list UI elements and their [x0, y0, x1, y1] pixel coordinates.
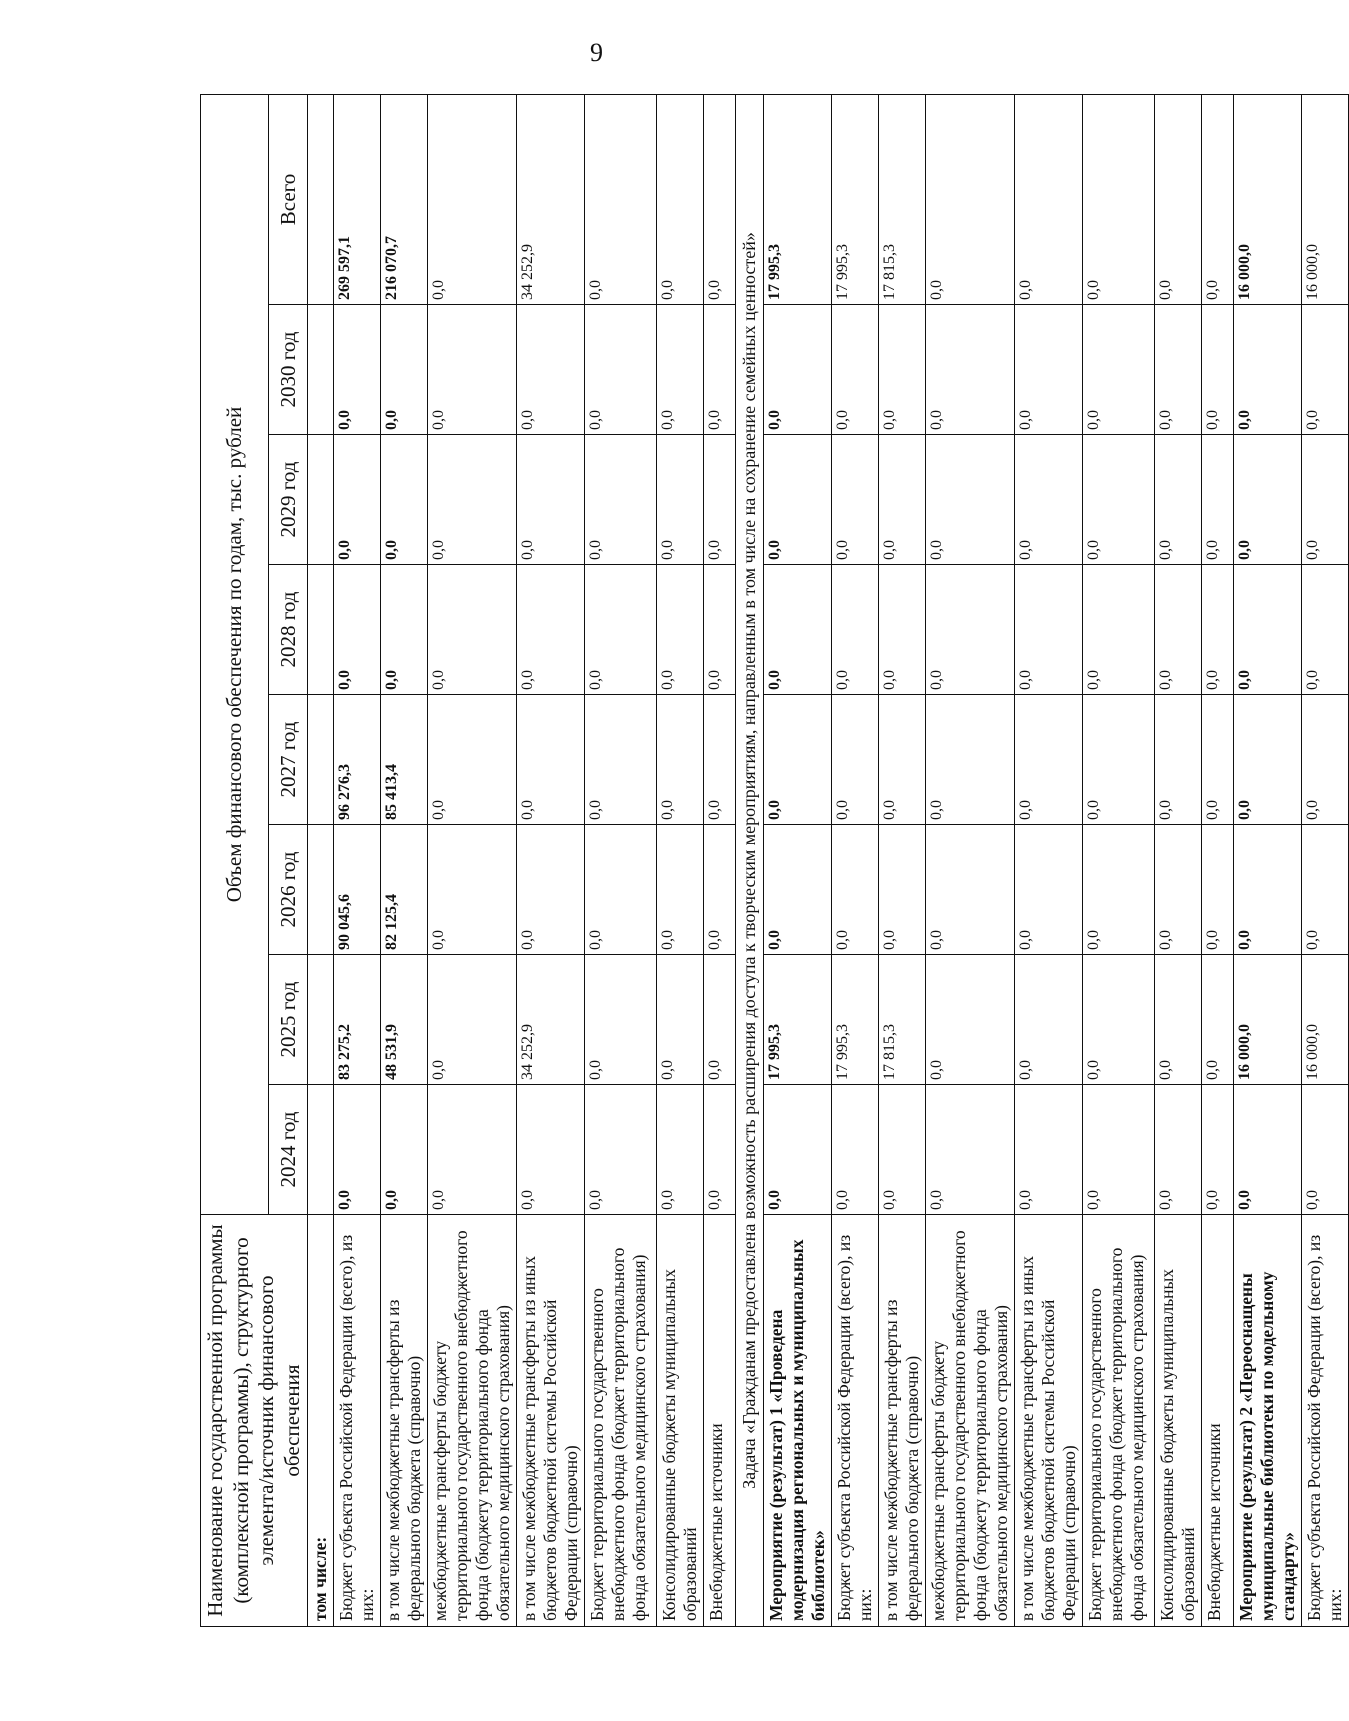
cell-value: 90 045,6 [334, 825, 381, 955]
cell-value: 0,0 [926, 565, 1015, 695]
cell-value: 0,0 [1015, 1085, 1083, 1215]
cell-value: 0,0 [832, 1085, 879, 1215]
header-name-column: Наименование государственной программы (комплексной программы), структурного элемента/источник финансового обеспечения [201, 1215, 308, 1627]
cell-value: 0,0 [879, 825, 926, 955]
table-row [926, 94, 1015, 1626]
cell-value: 0,0 [926, 825, 1015, 955]
cell-value: 0,0 [1202, 94, 1234, 304]
cell-value: 216 070,7 [381, 94, 428, 304]
cell-value [308, 825, 334, 955]
table-row [1015, 94, 1083, 1626]
cell-value: 0,0 [1234, 565, 1302, 695]
cell-value: 0,0 [428, 695, 517, 825]
cell-value: 0,0 [832, 825, 879, 955]
cell-value: 0,0 [585, 565, 657, 695]
cell-value: 0,0 [657, 305, 704, 435]
row-name: межбюджетные трансферты бюджету территориального государственного внебюджетного фонда (бюджету территориального фонда обязательного медицинского страхования) [926, 1215, 1015, 1627]
cell-value: 16 000,0 [1302, 94, 1349, 304]
cell-value: 0,0 [428, 565, 517, 695]
cell-value: 0,0 [334, 565, 381, 695]
cell-value: 17 995,3 [764, 94, 832, 304]
table-row [657, 94, 704, 1626]
task-row [736, 94, 764, 1626]
cell-value: 0,0 [704, 305, 736, 435]
cell-value: 0,0 [585, 435, 657, 565]
cell-value: 0,0 [381, 435, 428, 565]
table-row [832, 94, 879, 1626]
cell-value: 0,0 [428, 94, 517, 304]
row-name: в том числе межбюджетные трансферты из федерального бюджета (справочно) [381, 1215, 428, 1627]
cell-value: 0,0 [1302, 825, 1349, 955]
table-row [334, 94, 381, 1626]
cell-value: 0,0 [517, 1085, 585, 1215]
header-year: 2028 год [268, 565, 308, 695]
cell-value: 0,0 [517, 435, 585, 565]
cell-value: 0,0 [1015, 955, 1083, 1085]
row-name: в том числе межбюджетные трансферты из федерального бюджета (справочно) [879, 1215, 926, 1627]
cell-value: 0,0 [1202, 305, 1234, 435]
cell-value: 34 252,9 [517, 955, 585, 1085]
cell-value: 0,0 [517, 565, 585, 695]
cell-value: 17 815,3 [879, 955, 926, 1085]
cell-value: 0,0 [1155, 1085, 1202, 1215]
cell-value: 0,0 [1202, 435, 1234, 565]
table-row [517, 94, 585, 1626]
header-year: 2029 год [268, 435, 308, 565]
cell-value: 0,0 [1015, 305, 1083, 435]
table-row [308, 94, 334, 1626]
cell-value: 0,0 [1234, 825, 1302, 955]
cell-value: 0,0 [1202, 565, 1234, 695]
cell-value [308, 695, 334, 825]
cell-value: 0,0 [704, 1085, 736, 1215]
row-name: Консолидированные бюджеты муниципальных образований [1155, 1215, 1202, 1627]
cell-value: 0,0 [585, 1085, 657, 1215]
cell-value [308, 305, 334, 435]
cell-value: 0,0 [1202, 955, 1234, 1085]
cell-value: 0,0 [1155, 94, 1202, 304]
cell-value: 269 597,1 [334, 94, 381, 304]
cell-value [308, 955, 334, 1085]
cell-value: 0,0 [1015, 94, 1083, 304]
financing-table [200, 94, 1349, 1627]
cell-value: 0,0 [1155, 435, 1202, 565]
cell-value: 0,0 [1234, 1085, 1302, 1215]
cell-value: 34 252,9 [517, 94, 585, 304]
cell-value: 0,0 [428, 1085, 517, 1215]
cell-value: 0,0 [1083, 695, 1155, 825]
cell-value: 0,0 [1083, 825, 1155, 955]
cell-value: 0,0 [879, 435, 926, 565]
cell-value: 0,0 [704, 955, 736, 1085]
cell-value [308, 565, 334, 695]
cell-value: 0,0 [926, 1085, 1015, 1215]
cell-value: 17 995,3 [764, 955, 832, 1085]
cell-value: 0,0 [1015, 825, 1083, 955]
cell-value: 0,0 [926, 305, 1015, 435]
row-name: Мероприятие (результат) 2 «Переоснащены муниципальные библиотеки по модельному стандарту» [1234, 1215, 1302, 1627]
cell-value: 0,0 [1302, 1085, 1349, 1215]
cell-value: 0,0 [381, 305, 428, 435]
cell-value: 16 000,0 [1302, 955, 1349, 1085]
cell-value: 96 276,3 [334, 695, 381, 825]
cell-value: 0,0 [585, 695, 657, 825]
cell-value: 0,0 [517, 305, 585, 435]
cell-value: 0,0 [704, 825, 736, 955]
table-row [1083, 94, 1155, 1626]
table-row [585, 94, 657, 1626]
cell-value: 0,0 [926, 94, 1015, 304]
cell-value: 0,0 [764, 825, 832, 955]
cell-value: 0,0 [926, 435, 1015, 565]
row-name: Бюджет территориального государственного внебюджетного фонда (бюджет территориального фонда обязательного медицинского страхования) [585, 1215, 657, 1627]
cell-value [308, 94, 334, 304]
cell-value: 0,0 [657, 695, 704, 825]
table-row [1155, 94, 1202, 1626]
cell-value: 0,0 [585, 955, 657, 1085]
table-row [879, 94, 926, 1626]
cell-value: 0,0 [1083, 94, 1155, 304]
cell-value [308, 1085, 334, 1215]
cell-value: 0,0 [1202, 695, 1234, 825]
cell-value: 0,0 [428, 825, 517, 955]
task-title: Задача «Гражданам предоставлена возможность расширения доступа к творческим мероприятиям, направленным в том числе на сохранение семейных ценностей» [736, 94, 764, 1626]
row-name: в том числе межбюджетные трансферты из иных бюджетов бюджетной системы Российской Федерации (справочно) [517, 1215, 585, 1627]
table-row [1202, 94, 1234, 1626]
row-name: Внебюджетные источники [1202, 1215, 1234, 1627]
cell-value: 0,0 [764, 1085, 832, 1215]
cell-value: 0,0 [517, 825, 585, 955]
table-row [381, 94, 428, 1626]
cell-value: 0,0 [334, 1085, 381, 1215]
cell-value: 0,0 [704, 435, 736, 565]
cell-value: 0,0 [926, 955, 1015, 1085]
cell-value: 0,0 [585, 305, 657, 435]
cell-value: 0,0 [764, 565, 832, 695]
header-year: 2025 год [268, 955, 308, 1085]
cell-value: 0,0 [1015, 435, 1083, 565]
cell-value: 0,0 [879, 305, 926, 435]
cell-value: 0,0 [832, 565, 879, 695]
header-year: 2030 год [268, 305, 308, 435]
page-number: 9 [590, 38, 603, 67]
cell-value: 0,0 [657, 94, 704, 304]
cell-value: 0,0 [1302, 565, 1349, 695]
cell-value: 0,0 [1202, 1085, 1234, 1215]
header-volume: Объем финансового обеспечения по годам, тыс. рублей [201, 94, 269, 1214]
cell-value: 0,0 [381, 565, 428, 695]
cell-value: 0,0 [1234, 435, 1302, 565]
row-name: Консолидированные бюджеты муниципальных образований [657, 1215, 704, 1627]
cell-value: 0,0 [1155, 955, 1202, 1085]
header-year: 2027 год [268, 695, 308, 825]
cell-value: 0,0 [1015, 695, 1083, 825]
cell-value: 0,0 [1155, 305, 1202, 435]
row-name: Бюджет субъекта Российской Федерации (всего), из них: [832, 1215, 879, 1627]
cell-value: 0,0 [1302, 695, 1349, 825]
cell-value: 17 815,3 [879, 94, 926, 304]
cell-value: 0,0 [926, 695, 1015, 825]
cell-value: 0,0 [657, 1085, 704, 1215]
cell-value: 0,0 [657, 565, 704, 695]
cell-value: 0,0 [1155, 695, 1202, 825]
cell-value: 0,0 [704, 94, 736, 304]
cell-value: 0,0 [879, 695, 926, 825]
cell-value: 0,0 [334, 305, 381, 435]
cell-value: 0,0 [879, 1085, 926, 1215]
cell-value: 0,0 [334, 435, 381, 565]
cell-value: 0,0 [657, 435, 704, 565]
table-row [704, 94, 736, 1626]
cell-value [308, 435, 334, 565]
row-name: Бюджет территориального государственного внебюджетного фонда (бюджет территориального фонда обязательного медицинского страхования) [1083, 1215, 1155, 1627]
cell-value: 0,0 [1083, 565, 1155, 695]
row-name: межбюджетные трансферты бюджету территориального государственного внебюджетного фонда (бюджету территориального фонда обязательного медицинского страхования) [428, 1215, 517, 1627]
row-name: в том числе межбюджетные трансферты из иных бюджетов бюджетной системы Российской Федерации (справочно) [1015, 1215, 1083, 1627]
cell-value: 0,0 [517, 695, 585, 825]
table-row [1234, 94, 1302, 1626]
cell-value: 0,0 [1155, 565, 1202, 695]
cell-value: 83 275,2 [334, 955, 381, 1085]
table-row [1302, 94, 1349, 1626]
cell-value: 0,0 [428, 305, 517, 435]
cell-value: 16 000,0 [1234, 94, 1302, 304]
cell-value: 0,0 [428, 435, 517, 565]
header-year: Всего [268, 94, 308, 304]
cell-value: 0,0 [879, 565, 926, 695]
row-name: том числе: [308, 1215, 334, 1627]
table-row [764, 94, 832, 1626]
cell-value: 0,0 [1302, 305, 1349, 435]
cell-value: 0,0 [585, 94, 657, 304]
cell-value: 0,0 [1155, 825, 1202, 955]
cell-value: 0,0 [1015, 565, 1083, 695]
cell-value: 0,0 [1234, 305, 1302, 435]
rotated-table-container [200, 95, 1346, 1627]
cell-value: 0,0 [428, 955, 517, 1085]
row-name: Мероприятие (результат) 1 «Проведена модернизация региональных и муниципальных библиотек» [764, 1215, 832, 1627]
cell-value: 0,0 [704, 695, 736, 825]
cell-value: 0,0 [381, 1085, 428, 1215]
header-year: 2026 год [268, 825, 308, 955]
cell-value: 16 000,0 [1234, 955, 1302, 1085]
table-row [428, 94, 517, 1626]
row-name: Бюджет субъекта Российской Федерации (всего), из них: [334, 1215, 381, 1627]
cell-value: 17 995,3 [832, 94, 879, 304]
cell-value: 0,0 [585, 825, 657, 955]
cell-value: 0,0 [1083, 1085, 1155, 1215]
cell-value: 0,0 [832, 305, 879, 435]
cell-value: 0,0 [1083, 305, 1155, 435]
cell-value: 85 413,4 [381, 695, 428, 825]
cell-value: 0,0 [1302, 435, 1349, 565]
cell-value: 0,0 [764, 305, 832, 435]
cell-value: 0,0 [704, 565, 736, 695]
cell-value: 0,0 [1083, 435, 1155, 565]
row-name: Бюджет субъекта Российской Федерации (всего), из них: [1302, 1215, 1349, 1627]
cell-value: 0,0 [764, 695, 832, 825]
cell-value: 0,0 [832, 435, 879, 565]
cell-value: 0,0 [832, 695, 879, 825]
cell-value: 17 995,3 [832, 955, 879, 1085]
cell-value: 82 125,4 [381, 825, 428, 955]
table-body [308, 94, 1349, 1626]
header-year: 2024 год [268, 1085, 308, 1215]
cell-value: 48 531,9 [381, 955, 428, 1085]
cell-value: 0,0 [657, 825, 704, 955]
cell-value: 0,0 [657, 955, 704, 1085]
cell-value: 0,0 [764, 435, 832, 565]
cell-value: 0,0 [1083, 955, 1155, 1085]
cell-value: 0,0 [1202, 825, 1234, 955]
row-name: Внебюджетные источники [704, 1215, 736, 1627]
cell-value: 0,0 [1234, 695, 1302, 825]
